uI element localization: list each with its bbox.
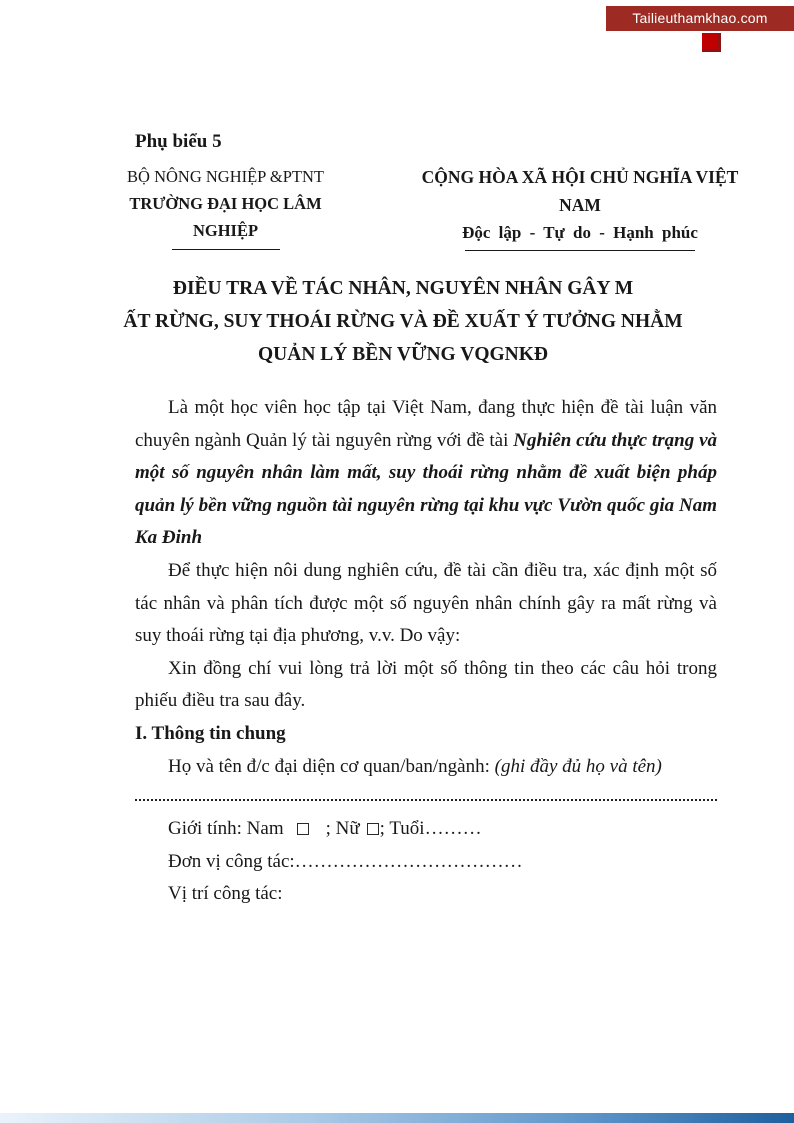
checkbox-male[interactable] — [297, 823, 309, 835]
intro-normal-text: Là một học viên học tập tại Việt Nam, đang thực hiện đề tài luận văn chuyên ngành Quản lý tài nguyên rừng với đề tài — [135, 397, 717, 451]
title-line-1: ĐIỀU TRA VỀ TÁC NHÂN, NGUYÊN NHÂN GÂY M — [172, 278, 634, 299]
gender-male-label: Giới tính: Nam — [168, 818, 284, 840]
work-position-line[interactable]: Vị trí công tác: — [168, 883, 283, 905]
document-body — [135, 392, 717, 911]
header-right-rule — [465, 250, 695, 251]
title-line-2: ẤT RỪNG, SUY THOÁI RỪNG VÀ ĐỀ XUẤT Ý TƯỞNG NHẰM — [123, 311, 683, 332]
name-fill-in-line[interactable] — [135, 799, 717, 801]
name-field-line — [135, 751, 717, 784]
ministry-name: BỘ NÔNG NGHIỆP &PTNT — [127, 167, 324, 186]
university-name: TRƯỜNG ĐẠI HỌC LÂM NGHIỆP — [129, 194, 322, 240]
thesis-title-emphasis: Nghiên cứu thực trạng và một số nguyên nhân làm mất, suy thoái rừng nhằm đề xuất biện pháp quản lý bền vững nguồn tài nguyên rừng tại khu vực Vườn quốc gia Nam Ka Đinh — [135, 429, 717, 549]
name-field-label: Họ và tên đ/c đại diện cơ quan/ban/ngành: — [168, 755, 495, 777]
watermark-site-badge[interactable]: Tailieuthamkhao.com — [606, 6, 794, 31]
title-line-3: QUẢN LÝ BỀN VỮNG VQGNKĐ — [258, 344, 548, 365]
checkbox-female[interactable] — [367, 823, 379, 835]
appendix-label: Phụ biểu 5 — [135, 131, 222, 152]
header-left-column — [118, 163, 333, 250]
name-field-hint: (ghi đầy đủ họ và tên) — [494, 755, 662, 777]
paragraph-request: Xin đồng chí vui lòng trả lời một số thông tin theo các câu hỏi trong phiếu điều tra sau đây. — [135, 657, 717, 712]
national-motto-line2: Độc lập - Tự do - Hạnh phúc — [462, 223, 698, 242]
paragraph-purpose: Để thực hiện nôi dung nghiên cứu, đề tài cần điều tra, xác định một số tác nhân và phân tích được một số nguyên nhân chính gây ra mất rừng và suy thoái rừng tại địa phương, v.v. Do vậy: — [135, 559, 717, 647]
national-motto-line1: CỘNG HÒA XÃ HỘI CHỦ NGHĨA VIỆT NAM — [421, 167, 739, 215]
header-right-column — [411, 163, 749, 251]
header-left-rule — [172, 249, 280, 250]
paragraph-intro — [135, 392, 717, 555]
watermark-red-square — [702, 33, 721, 52]
age-label: ; Tuổi……… — [379, 818, 482, 840]
work-unit-line[interactable]: Đơn vị công tác:……………………………… — [168, 850, 523, 872]
gender-female-label: ; Nữ — [325, 818, 360, 840]
section-1-heading: I. Thông tin chung — [135, 722, 286, 744]
watermark-footer-bar — [0, 1113, 794, 1123]
document-title — [103, 272, 703, 371]
gender-age-line — [135, 813, 717, 846]
